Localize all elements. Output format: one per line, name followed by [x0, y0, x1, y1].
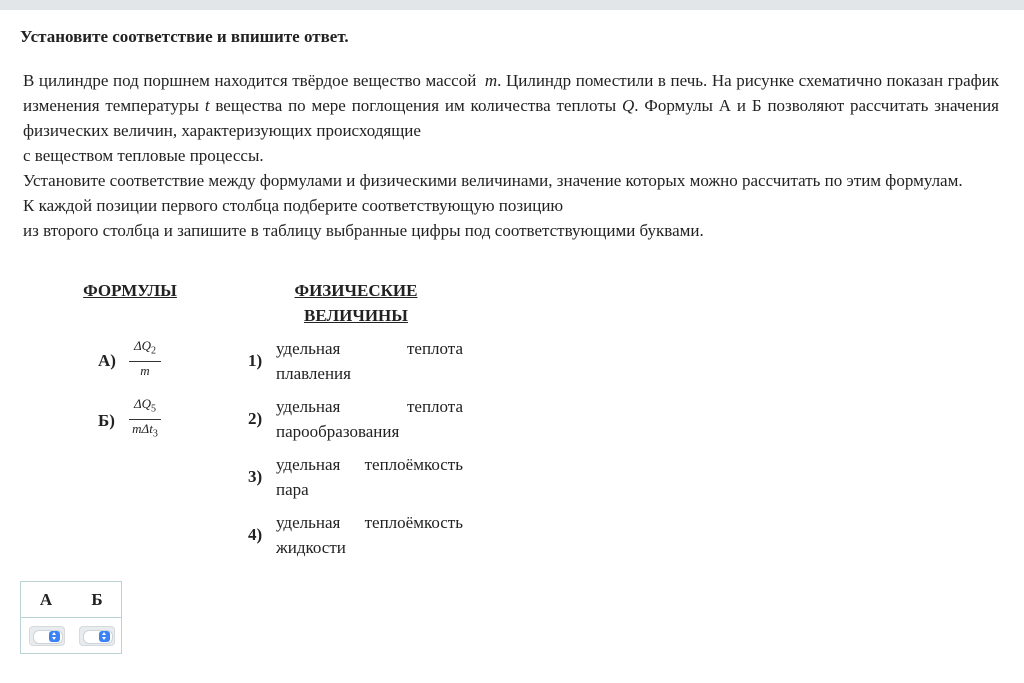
task-paragraph-5: из второго столбца и запишите в таблицу выбранные цифры под соответствующими буквами. [23, 221, 704, 240]
quantity-2-text: удельная теплота парообразования [276, 397, 463, 441]
quantity-3-number: 3) [248, 467, 263, 486]
quantity-1-text: удельная теплота плавления [276, 339, 463, 383]
formula-b: $\Delta Q_5$ mΔt$_3$ [129, 396, 161, 443]
formulas-header: ФОРМУЛЫ [83, 281, 177, 300]
answer-col-b-label: Б [91, 590, 103, 609]
answer-table [20, 581, 122, 654]
answer-b-select[interactable] [79, 626, 115, 646]
task-heading: Установите соответствие и впишите ответ. [20, 27, 349, 46]
select-arrows-icon[interactable] [49, 631, 60, 642]
answer-table-header [21, 582, 121, 618]
answer-col-a-label: А [39, 590, 53, 609]
select-arrows-icon[interactable] [99, 631, 110, 642]
quantity-3-text: удельная теплоёмкость пара [276, 455, 463, 499]
quantity-1-number: 1) [248, 351, 263, 370]
task-paragraph-2: с веществом тепловые процессы. [23, 146, 264, 165]
formula-a: $\frac{\Delta Q_2}{m}$ [129, 338, 161, 385]
quantity-4-number: 4) [248, 525, 263, 544]
task-paragraph-4: К каждой позиции первого столбца подберите соответствующую позицию [23, 196, 564, 215]
quantity-2-number: 2) [248, 409, 263, 428]
task-paragraph-3: Установите соответствие между формулами и физическими величинами, значение которых можно рассчитать по этим формулам. [23, 171, 963, 190]
formula-a-label: А) [98, 351, 116, 370]
task-text [23, 68, 999, 243]
top-bar [0, 0, 1024, 10]
answer-a-select[interactable] [29, 626, 65, 646]
quantity-4-text: удельная теплоёмкость жидкости [276, 513, 463, 557]
task-paragraph-1: В цилиндре под поршнем находится твёрдое вещество массой m. Цилиндр поместили в печь. На рисунке схематично показан график изменения температуры t вещества по мере поглощения им количества теплоты Q. Формулы А и Б позволяют рассчитать значения физических величин, характеризующих происходящие [23, 71, 1000, 140]
formula-b-label: Б) [98, 411, 115, 430]
quantities-header: ФИЗИЧЕСКИЕ ВЕЛИЧИНЫ [294, 281, 418, 325]
